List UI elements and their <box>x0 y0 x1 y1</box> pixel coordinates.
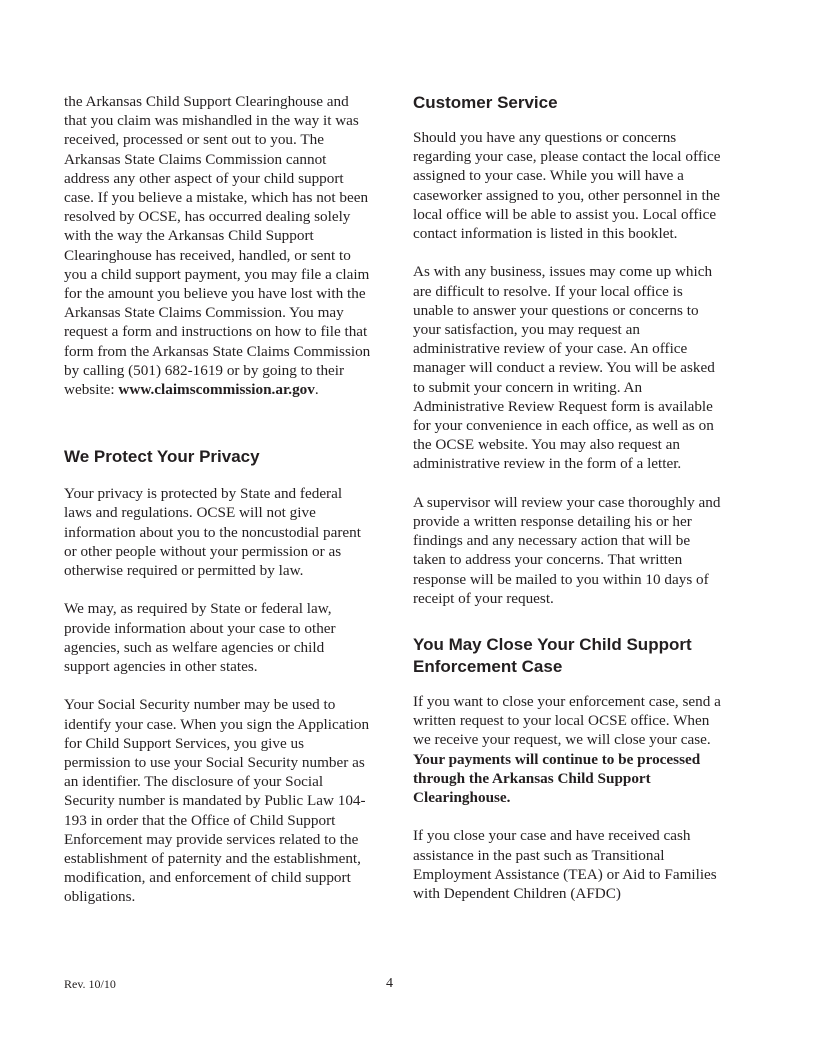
close-case-heading: You May Close Your Child Support Enforcement Case <box>413 635 692 677</box>
page-number: 4 <box>386 976 393 991</box>
close-case-paragraph-1 <box>413 692 725 807</box>
customer-service-paragraph-3: A supervisor will review your case thoroughly and provide a written response detailing his or her findings and any necessary action that will be taken to address your concerns. That written response will be mailed to you within 10 days of receipt of your request. <box>413 493 721 607</box>
claims-commission-website: www.claimscommission.ar.gov <box>118 381 315 399</box>
privacy-paragraph-1: Your privacy is protected by State and federal laws and regulations. OCSE will not give information about you to the noncustodial parent or other people without your permission or as otherwise required or permitted by law. <box>64 485 361 580</box>
customer-service-heading: Customer Service <box>413 93 558 112</box>
privacy-heading: We Protect Your Privacy <box>64 447 260 467</box>
close-case-bold-text: Your payments will continue to be processed through the Arkansas Child Support Clearinghouse. <box>413 750 701 807</box>
revision-label: Rev. 10/10 <box>64 977 116 991</box>
close-case-paragraph-2: If you close your case and have received cash assistance in the past such as Transitional Employment Assistance (TEA) or Aid to Families with Dependent Children (AFDC) <box>413 827 717 903</box>
website-period: . <box>314 381 319 399</box>
privacy-paragraph-3: Your Social Security number may be used to identify your case. When you sign the Application for Child Support Services, you give us permission to use your Social Security number as an identifier. The disclosure of your Social Security number is mandated by Public Law 104-193 in order that the Office of Child Support Enforcement may provide services related to the establishment of paternity and the establishment, modification, and enforcement of child support obligations. <box>64 696 370 906</box>
claims-commission-paragraph <box>64 92 372 399</box>
left-column <box>64 92 372 926</box>
close-case-text: If you want to close your enforcement case, send a written request to your local OCSE office. When we receive your request, we will close your case. <box>413 693 721 749</box>
customer-service-paragraph-1: Should you have any questions or concerns regarding your case, please contact the local office assigned to your case. While you will have a caseworker assigned to you, other personnel in the local office will be able to assist you. Local office contact information is listed in this booklet. <box>413 129 721 243</box>
right-column <box>413 92 725 922</box>
claims-commission-text: the Arkansas Child Support Clearinghouse and that you claim was mishandled in the way it was received, processed or sent out to you. The Arkansas State Claims Commission cannot address any other aspect of your child support case. If you believe a mistake, which has not been resolved by OCSE, has occurred dealing solely with the way the Arkansas Child Support Clearinghouse has received, handled, or sent to you a child support payment, you may file a claim for the amount you believe you have lost with the Arkansas State Claims Commission. You may request a form and instructions on how to file that form from the Arkansas State Claims Commission by calling (501) 682-1619 or by going to their website: <box>64 93 371 399</box>
customer-service-paragraph-2: As with any business, issues may come up which are difficult to resolve. If your local office is unable to answer your questions or concerns to your satisfaction, you may request an administrative review of your case. An office manager will conduct a review. You will be asked to submit your concern in writing. An Administrative Review Request form is available for your convenience in each office, as well as on the OCSE website. You may also request an administrative review in the form of a letter. <box>413 263 715 473</box>
privacy-paragraph-2: We may, as required by State or federal law, provide information about your case to other agencies, such as welfare agencies or child support agencies in other states. <box>64 600 336 676</box>
